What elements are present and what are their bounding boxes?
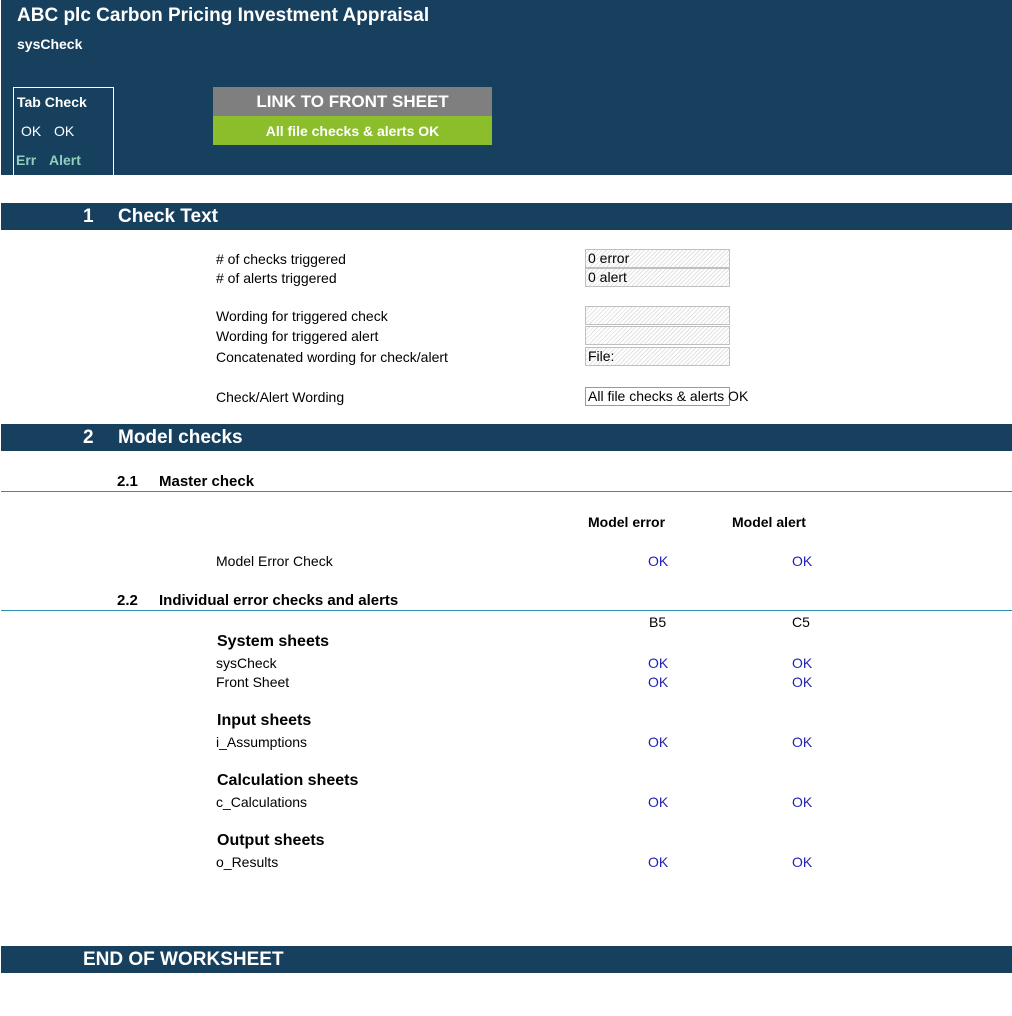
sheet-row-label: Front Sheet xyxy=(216,674,290,690)
sheet-row-error: OK xyxy=(648,674,669,690)
subsection-2-2-number: 2.2 xyxy=(117,592,138,609)
sheet-name: sysCheck xyxy=(17,36,83,52)
triggered-alert-wording-label: Wording for triggered alert xyxy=(216,328,379,344)
model-error-check-alert: OK xyxy=(792,553,813,569)
alerts-triggered-label: # of alerts triggered xyxy=(216,270,337,286)
model-error-check-label: Model Error Check xyxy=(216,553,333,569)
calculation-sheets-heading: Calculation sheets xyxy=(217,772,359,789)
sheet-row-alert: OK xyxy=(792,854,813,870)
system-sheets-heading: System sheets xyxy=(217,633,330,650)
sheet-row-error: OK xyxy=(648,794,669,810)
sheet-row-error: OK xyxy=(648,655,669,671)
error-cell-reference: B5 xyxy=(649,614,667,630)
sheet-row-alert: OK xyxy=(792,734,813,750)
subsection-2-1-title: Master check xyxy=(159,473,255,490)
sheet-row-error: OK xyxy=(648,854,669,870)
section-1-title: Check Text xyxy=(118,206,218,227)
tab-check-err-label: Err xyxy=(16,152,37,168)
check-alert-wording-label: Check/Alert Wording xyxy=(216,389,345,405)
section-1-bar xyxy=(1,203,1012,230)
tab-check-ok-alert: OK xyxy=(54,123,75,139)
section-2-title: Model checks xyxy=(118,427,243,448)
section-1-number: 1 xyxy=(83,206,94,227)
triggered-check-wording-label: Wording for triggered check xyxy=(216,308,388,324)
sheet-row-error: OK xyxy=(648,734,669,750)
concatenated-wording-label: Concatenated wording for check/alert xyxy=(216,349,448,365)
sheet-row-label: sysCheck xyxy=(216,655,277,671)
subsection-2-1-number: 2.1 xyxy=(117,473,138,490)
link-to-front-sheet-button[interactable]: LINK TO FRONT SHEET xyxy=(213,87,492,116)
check-alert-wording-value[interactable]: All file checks & alerts OK xyxy=(585,387,730,406)
page-title: ABC plc Carbon Pricing Investment Appraisal xyxy=(17,5,430,26)
triggered-check-wording-value[interactable] xyxy=(585,306,730,325)
output-sheets-heading: Output sheets xyxy=(217,832,325,849)
input-sheets-heading: Input sheets xyxy=(217,712,312,729)
section-2-number: 2 xyxy=(83,427,94,448)
sheet-row-label: i_Assumptions xyxy=(216,734,308,750)
file-status-banner: All file checks & alerts OK xyxy=(213,116,492,145)
tab-check-alert-label: Alert xyxy=(49,152,81,168)
tab-check-ok-error: OK xyxy=(21,123,42,139)
sheet-row-alert: OK xyxy=(792,655,813,671)
model-alert-column-header: Model alert xyxy=(732,514,806,530)
tab-check-title: Tab Check xyxy=(17,94,87,110)
sheet-row-alert: OK xyxy=(792,794,813,810)
model-error-column-header: Model error xyxy=(588,514,666,530)
sheet-row-label: o_Results xyxy=(216,854,279,870)
model-error-check-error: OK xyxy=(648,553,669,569)
checks-triggered-value[interactable]: 0 error xyxy=(585,249,730,268)
concatenated-wording-value[interactable]: File: xyxy=(585,347,730,366)
section-2-bar xyxy=(1,424,1012,451)
subsection-2-2-title: Individual error checks and alerts xyxy=(159,592,399,609)
end-of-worksheet-text: END OF WORKSHEET xyxy=(83,949,284,970)
alerts-triggered-value[interactable]: 0 alert xyxy=(585,268,730,287)
sheet-row-label: c_Calculations xyxy=(216,794,308,810)
subsection-2-2-rule xyxy=(1,610,1012,611)
sheet-row-alert: OK xyxy=(792,674,813,690)
alert-cell-reference: C5 xyxy=(792,614,810,630)
checks-triggered-label: # of checks triggered xyxy=(216,251,346,267)
end-of-worksheet-bar xyxy=(1,946,1012,973)
subsection-2-1-rule xyxy=(1,491,1012,492)
triggered-alert-wording-value[interactable] xyxy=(585,326,730,345)
